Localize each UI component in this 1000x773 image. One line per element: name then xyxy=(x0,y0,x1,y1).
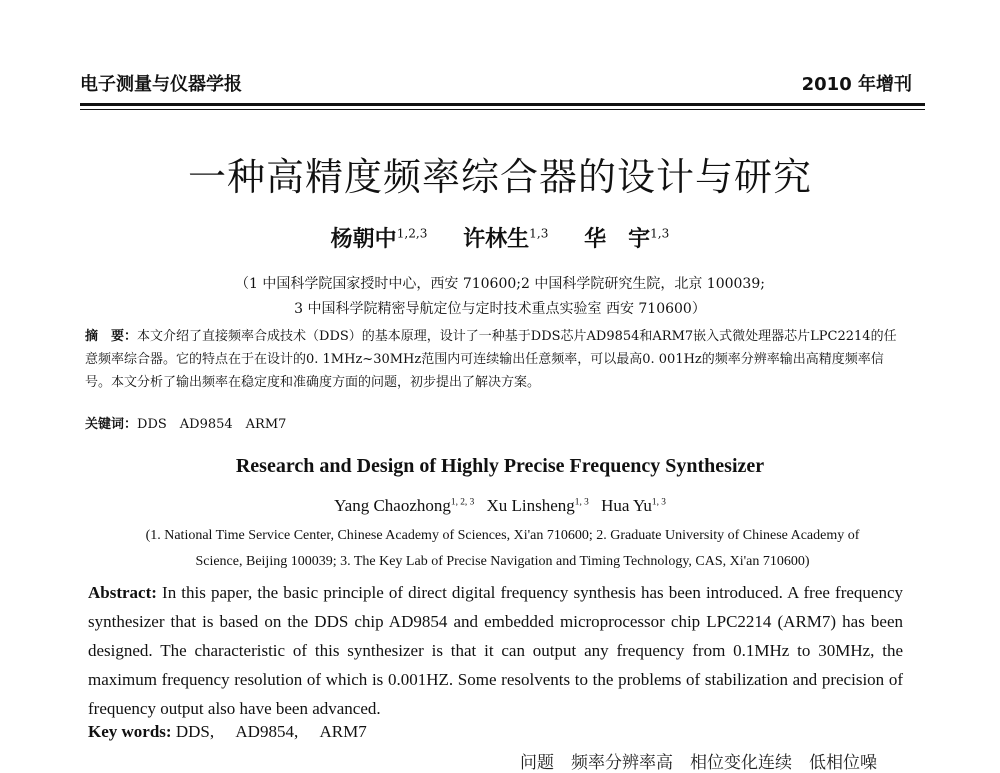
author-en-3: Hua Yu$^{1, 3}$ xyxy=(601,496,666,515)
header-rule-thin xyxy=(80,109,925,110)
paper-title-cn: 一种高精度频率综合器的设计与研究 xyxy=(187,155,812,199)
affiliation-cn-line1: （1 中国科学院国家授时中心，西安 710600;2 中国科学院研究生院，北京 100039; xyxy=(235,276,765,292)
keywords-cn-text: DDS AD9854 ARM7 xyxy=(137,417,287,432)
header-rule-thick xyxy=(80,103,925,106)
keywords-cn xyxy=(85,413,286,432)
author-en-2: Xu Linsheng$^{1, 3}$ xyxy=(486,496,589,515)
paper-title-en: Research and Design of Highly Precise Frequency Synthesizer xyxy=(235,455,765,477)
abstract-cn xyxy=(85,325,905,394)
affiliation-cn-line2: 3 中国科学院精密导航定位与定时技术重点实验室 西安 710600） xyxy=(294,301,706,317)
cutoff-body-text: 问题 频率分辨率高 相位变化连续 低相位噪 xyxy=(520,753,877,773)
author-en-1: Yang Chaozhong$^{1, 2, 3}$ xyxy=(334,496,475,515)
authors-cn xyxy=(0,222,1000,253)
abstract-en-label: Abstract: xyxy=(88,583,157,602)
author-cn-1: 杨朝中$^{1,2,3}$ xyxy=(330,226,428,252)
affiliation-en-line2: Science, Beijing 100039; 3. The Key Lab of Precise Navigation and Timing Technology, CAS, Xi'an 710600) xyxy=(195,554,810,569)
abstract-en xyxy=(88,578,903,723)
author-cn-2: 许林生$^{1,3}$ xyxy=(463,226,549,252)
abstract-en-text: In this paper, the basic principle of direct digital frequency synthesis has been introduced. A free frequency synthesizer that is based on the DDS chip AD9854 and embedded microprocessor chip LPC2214 (ARM7) has been designed. The characteristic of this synthesizer is that it can output any frequency from 0.1MHz to 30MHz, the maximum frequency resolution of which is 0.001HZ. Some resolvents to the problems of stabilization and precision of frequency output also have been advanced. xyxy=(88,583,903,718)
keyword-en-item: DDS, xyxy=(175,722,215,741)
issue-label: 2010 年增刊 xyxy=(801,74,912,95)
keywords-cn-label: 关键词： xyxy=(85,417,138,432)
author-cn-3: 华 宇$^{1,3}$ xyxy=(584,226,670,252)
authors-en xyxy=(0,496,1000,516)
keyword-en-item: AD9854, xyxy=(235,722,299,741)
keywords-en xyxy=(88,722,385,742)
affiliation-en-line1: (1. National Time Service Center, Chinese Academy of Sciences, Xi'an 710600; 2. Graduate University of Chinese Academy of xyxy=(145,528,860,543)
keywords-en-label: Key words: xyxy=(88,722,172,741)
keyword-en-item: ARM7 xyxy=(319,722,367,741)
abstract-cn-text: 本文介绍了直接频率合成技术（DDS）的基本原理，设计了一种基于DDS芯片AD9854和ARM7嵌入式微处理器芯片LPC2214的任意频率综合器。它的特点在于在设计的0. 1MHz~30MHz范围内可连续输出任意频率，可以最高0. 001Hz的频率分辨率输出高精度频率信号。本文分析了输出频率在稳定度和准确度方面的问题，初步提出了解决方案。 xyxy=(85,329,897,390)
abstract-cn-label: 摘 要： xyxy=(85,329,138,344)
journal-name: 电子测量与仪器学报 xyxy=(80,74,242,95)
